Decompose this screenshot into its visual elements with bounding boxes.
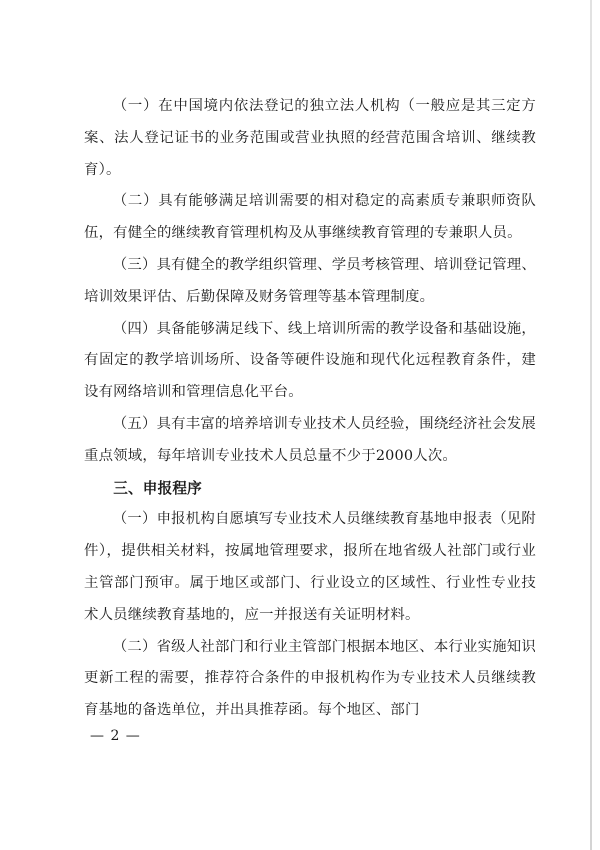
section-paragraph-1: （一）申报机构自愿填写专业技术人员继续教育基地申报表（见附件），提供相关材料，按属地管理要求，报所在地省级人社部门或行业主管部门预审。属于地区或部门、行业设立的区域性、行业性专业技术人员继续教育基地的，应一并报送有关证明材料。 bbox=[84, 511, 536, 623]
paragraph-5: （五）具有丰富的培养培训专业技术人员经验，围绕经济社会发展重点领域，每年培训专业技术人员总量不少于2000人次。 bbox=[84, 415, 536, 464]
page-edge-shadow bbox=[590, 0, 592, 850]
page-number: — 2 — bbox=[90, 728, 141, 744]
paragraph-2: （二）具有能够满足培训需要的相对稳定的高素质专兼职师资队伍，有健全的继续教育管理机构及从事继续教育管理的专兼职人员。 bbox=[84, 193, 536, 242]
paragraph-4: （四）具备能够满足线下、线上培训所需的教学设备和基础设施，有固定的教学培训场所、设备等硬件设施和现代化远程教育条件，建设有网络培训和管理信息化平台。 bbox=[84, 320, 536, 401]
document-body bbox=[84, 91, 536, 727]
paragraph-3: （三）具有健全的教学组织管理、学员考核管理、培训登记管理、培训效果评估、后勤保障及财务管理等基本管理制度。 bbox=[84, 256, 536, 305]
paragraph-1: （一）在中国境内依法登记的独立法人机构（一般应是其三定方案、法人登记证书的业务范围或营业执照的经营范围含培训、继续教育）。 bbox=[84, 98, 536, 178]
section-paragraph-2: （二）省级人社部门和行业主管部门根据本地区、本行业实施知识更新工程的需要，推荐符合条件的申报机构作为专业技术人员继续教育基地的备选单位，并出具推荐函。每个地区、部门 bbox=[84, 638, 536, 719]
section-heading: 三、申报程序 bbox=[113, 479, 202, 497]
